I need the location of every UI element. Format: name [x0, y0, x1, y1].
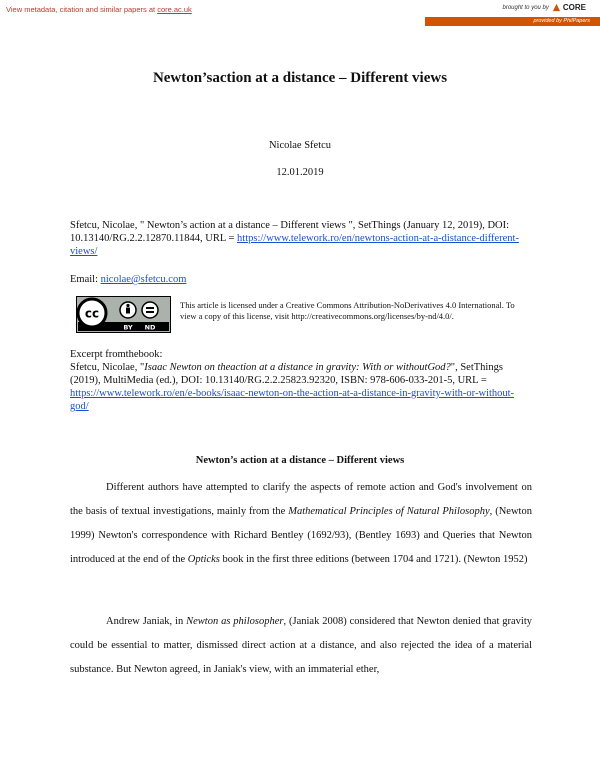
core-logo-icon — [552, 3, 561, 12]
core-site-link[interactable]: core.ac.uk — [157, 5, 192, 14]
section-heading: Newton’s action at a distance – Different views — [195, 455, 405, 466]
cc-nd-label: ND — [144, 323, 156, 332]
excerpt-url-link[interactable]: https://www.telework.ro/en/e-books/isaac-newton-on-the-action-at-a-distance-in-gravity-with-or-without-god/ — [70, 388, 515, 412]
paper-author: Nicolae Sfetcu — [268, 140, 332, 151]
brought-by — [503, 3, 587, 12]
provided-by-banner[interactable]: provided by PhilPapers — [425, 17, 600, 26]
core-logo-text: CORE — [562, 3, 586, 12]
excerpt-block — [70, 348, 532, 413]
core-header-bar — [0, 0, 600, 26]
p2-book-title: Newton as philosopher — [186, 616, 284, 627]
excerpt-citation — [70, 361, 532, 413]
cc-license-badge[interactable] — [76, 296, 171, 338]
paper-date: 12.01.2019 — [276, 167, 324, 178]
citation-url-link[interactable]: https://www.telework.ro/en/newtons-action-at-a-distance-different-views/ — [70, 233, 519, 257]
p1-text-a: Different authors have attempted to clarify the aspects of remote action and God's involvement on the basis of textual investigations, mainly from the — [70, 482, 532, 517]
email-label: Email: — [70, 274, 101, 285]
email-line — [70, 273, 532, 286]
p1-text-b: , (Newton 1999) Newton's correspondence with Richard Bentley (1692/93), (Bentley 1693) and Queries that Newton introduced at the end of the — [70, 506, 532, 565]
excerpt-details: ", SetThings (2019), MultiMedia (ed.), DOI: 10.13140/RG.2.2.25823.92320, ISBN: 978-606-033-201-5, URL = — [70, 362, 503, 386]
core-logo[interactable] — [552, 3, 586, 12]
brought-by-text: brought to you by — [502, 4, 549, 11]
email-link[interactable]: nicolae@sfetcu.com — [100, 274, 187, 285]
p2-text-b: , (Janiak 2008) considered that Newton denied that gravity could be essential to matter, dismissed direct action at a distance, and also rejected the idea of a material substance. But Newton agreed, in Janiak's view, with an immaterial ether, — [70, 616, 532, 675]
paper-title: Newton’saction at a distance – Different views — [152, 70, 448, 86]
view-metadata-text: View metadata, citation and similar papers at — [6, 5, 158, 14]
excerpt-label: Excerpt fromthebook: — [70, 349, 163, 360]
license-text: This article is licensed under a Creative Commons Attribution-NoDerivatives 4.0 International. To view a copy of this license, visit http://creativecommons.org/licenses/by-nd/4.0/. — [180, 300, 515, 321]
p1-text-c: book in the first three editions (between 1704 and 1721). (Newton 1952) — [219, 554, 528, 565]
p1-book-title: Mathematical Principles of Natural Philosophy — [288, 506, 490, 517]
cc-by-label: BY — [123, 323, 133, 332]
body-paragraph-1 — [70, 476, 532, 572]
p1-opticks-title: Opticks — [187, 554, 220, 565]
p2-text-a: Andrew Janiak, in — [106, 616, 187, 627]
cc-by-nd-icon — [76, 296, 171, 333]
svg-text:cc: cc — [84, 306, 100, 321]
body-paragraph-2 — [70, 610, 532, 682]
citation-text: Sfetcu, Nicolae, " Newton’s action at a distance – Different views ", SetThings (January 12, 2019), DOI: 10.13140/RG.2.2.12870.11844, URL = — [70, 220, 510, 244]
excerpt-book-title: Isaac Newton on theaction at a distance in gravity: With or withoutGod? — [144, 362, 451, 373]
citation-block — [70, 219, 532, 258]
view-metadata-link[interactable] — [6, 5, 192, 14]
excerpt-author: Sfetcu, Nicolae, " — [70, 362, 145, 373]
